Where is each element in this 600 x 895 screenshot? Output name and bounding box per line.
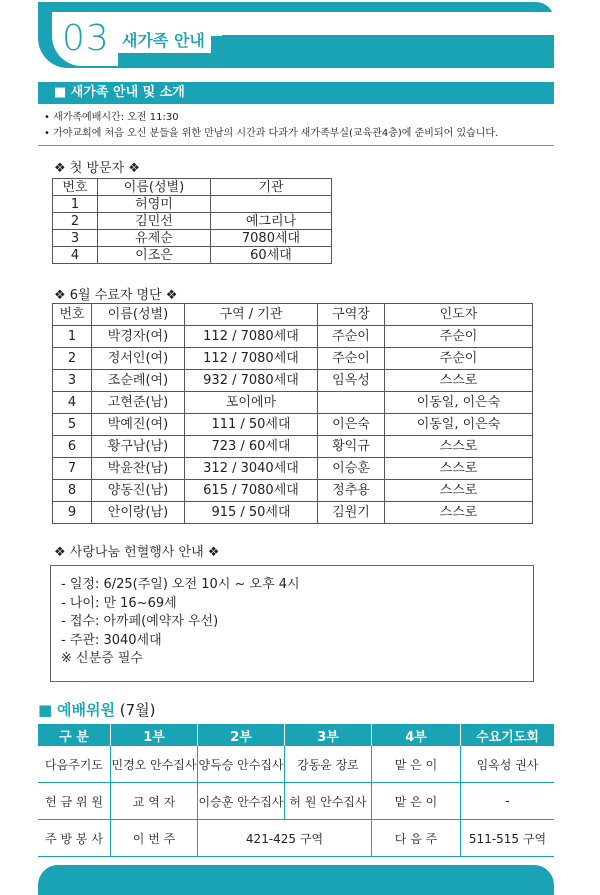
table-cell: 스스로 [385, 458, 533, 480]
table-row [53, 213, 332, 230]
first-visitors-heading: ❖ 첫 방문자 ❖ [54, 161, 140, 176]
column-header: 번호 [53, 179, 98, 196]
table-cell: 김민선 [98, 213, 211, 230]
table-cell: 박경자(여) [92, 326, 185, 348]
table-cell: 3 [53, 370, 92, 392]
table-cell: 615 / 7080세대 [185, 480, 318, 502]
blood-drive-line: - 일정: 6/25(주일) 오전 10시 ~ 오후 4시 [61, 577, 300, 592]
table-cell: 스스로 [385, 502, 533, 524]
table-cell: 다 음 주 [372, 820, 461, 857]
table-cell [318, 392, 385, 414]
table-cell: 헌 금 위 원 [38, 783, 111, 820]
table-cell: 1 [53, 196, 98, 213]
column-header: 이름(성별) [98, 179, 211, 196]
table-row [53, 370, 533, 392]
table-cell: 조순례(여) [92, 370, 185, 392]
table-cell: 교 역 자 [111, 783, 198, 820]
table-cell: 주순이 [318, 326, 385, 348]
intro-bullets [44, 110, 498, 142]
table-header-row [38, 724, 554, 746]
table-cell: 양동진(남) [92, 480, 185, 502]
table-cell: 민경오 안수집사 [111, 746, 198, 783]
table-cell: 112 / 7080세대 [185, 326, 318, 348]
table-row [53, 414, 533, 436]
table-cell: 2 [53, 213, 98, 230]
table-cell: 주순이 [385, 326, 533, 348]
column-header: 인도자 [385, 304, 533, 326]
table-row [53, 196, 332, 213]
table-row [53, 230, 332, 247]
table-cell: 9 [53, 502, 92, 524]
blood-drive-line: - 접수: 아까페(예약자 우선) [61, 614, 219, 629]
column-header: 구 분 [38, 724, 111, 746]
table-cell: 허 원 안수집사 [285, 783, 372, 820]
table-cell: 111 / 50세대 [185, 414, 318, 436]
table-cell: 스스로 [385, 370, 533, 392]
table-cell: 박예진(여) [92, 414, 185, 436]
table-header-row [53, 304, 533, 326]
table-cell: 4 [53, 247, 98, 264]
table-cell: 이승훈 안수집사 [198, 783, 285, 820]
table-cell: 황익규 [318, 436, 385, 458]
table-cell: 6 [53, 436, 92, 458]
table-cell: 이조은 [98, 247, 211, 264]
intro-bullet: • 새가족예배시간: 오전 11:30 [44, 112, 179, 123]
table-row [53, 502, 533, 524]
blood-drive-heading: ❖ 사랑나눔 헌혈행사 안내 ❖ [54, 545, 220, 560]
table-cell: 허영미 [98, 196, 211, 213]
page-title: 새가족 안내 [118, 27, 211, 53]
table-cell: 포이에마 [185, 392, 318, 414]
table-row [38, 746, 554, 783]
table-cell: 421-425 구역 [198, 820, 372, 857]
table-cell: 주 방 봉 사 [38, 820, 111, 857]
worship-committee-title [38, 699, 155, 720]
table-cell: 7 [53, 458, 92, 480]
table-row [38, 820, 554, 857]
table-cell: 8 [53, 480, 92, 502]
column-header: 구역 / 기관 [185, 304, 318, 326]
intro-bullet: • 가야교회에 처음 오신 분들을 위한 만남의 시간과 다과가 새가족부실(교육관4층)에 준비되어 있습니다. [44, 128, 499, 139]
table-cell: 이 번 주 [111, 820, 198, 857]
table-cell: 312 / 3040세대 [185, 458, 318, 480]
table-cell [211, 196, 332, 213]
table-cell: 60세대 [211, 247, 332, 264]
table-cell: 511-515 구역 [461, 820, 555, 857]
blood-drive-box [50, 565, 534, 682]
column-header: 구역장 [318, 304, 385, 326]
table-row [53, 480, 533, 502]
table-cell: 주순이 [318, 348, 385, 370]
section-number: 03 [62, 18, 110, 59]
intro-section-bar: ■ 새가족 안내 및 소개 [38, 82, 554, 104]
table-cell: 양득승 안수집사 [198, 746, 285, 783]
table-row [38, 783, 554, 820]
column-header: 수요기도회 [461, 724, 555, 746]
table-cell: 이동일, 이은숙 [385, 392, 533, 414]
blood-drive-line: - 나이: 만 16~69세 [61, 595, 177, 611]
table-cell: 112 / 7080세대 [185, 348, 318, 370]
table-cell: 915 / 50세대 [185, 502, 318, 524]
table-row [53, 458, 533, 480]
first-visitors-table [52, 178, 332, 264]
worship-committee-table [38, 724, 554, 857]
header-ribbon [222, 35, 554, 68]
table-row [53, 392, 533, 414]
table-header-row [53, 179, 332, 196]
worship-committee-label: 예배위원 [56, 701, 115, 719]
table-cell: 2 [53, 348, 92, 370]
worship-committee-month: (7월) [119, 701, 156, 719]
table-row [53, 326, 533, 348]
table-cell: 유제순 [98, 230, 211, 247]
table-cell: 1 [53, 326, 92, 348]
table-cell: 임옥성 [318, 370, 385, 392]
table-cell: 3 [53, 230, 98, 247]
table-cell: - [461, 783, 555, 820]
table-cell: 스스로 [385, 480, 533, 502]
table-cell: 932 / 7080세대 [185, 370, 318, 392]
table-cell: 이승훈 [318, 458, 385, 480]
table-row [53, 436, 533, 458]
blood-drive-line: ※ 신분증 필수 [61, 651, 143, 666]
table-cell: 5 [53, 414, 92, 436]
table-cell: 정추용 [318, 480, 385, 502]
column-header: 3부 [285, 724, 372, 746]
table-row [53, 348, 533, 370]
table-cell: 고현준(남) [92, 392, 185, 414]
table-cell: 맡 은 이 [372, 746, 461, 783]
table-row [53, 247, 332, 264]
table-cell: 7080세대 [211, 230, 332, 247]
table-cell: 스스로 [385, 436, 533, 458]
column-header: 4부 [372, 724, 461, 746]
table-cell: 김원기 [318, 502, 385, 524]
table-cell: 황구남(남) [92, 436, 185, 458]
graduates-table [52, 303, 533, 524]
table-cell: 박윤찬(남) [92, 458, 185, 480]
table-cell: 맡 은 이 [372, 783, 461, 820]
table-cell: 이동일, 이은숙 [385, 414, 533, 436]
table-cell: 다음주기도 [38, 746, 111, 783]
table-cell: 임옥성 권사 [461, 746, 555, 783]
table-cell: 이은숙 [318, 414, 385, 436]
divider [38, 145, 554, 146]
table-cell: 주순이 [385, 348, 533, 370]
graduates-heading: ❖ 6월 수료자 명단 ❖ [54, 288, 178, 303]
column-header: 기관 [211, 179, 332, 196]
column-header: 1부 [111, 724, 198, 746]
table-cell: 정서인(여) [92, 348, 185, 370]
table-cell: 4 [53, 392, 92, 414]
blood-drive-line: - 주관: 3040세대 [61, 632, 162, 648]
column-header: 이름(성별) [92, 304, 185, 326]
table-cell: 예그리나 [211, 213, 332, 230]
column-header: 2부 [198, 724, 285, 746]
table-cell: 강동윤 장로 [285, 746, 372, 783]
table-cell: 안이랑(남) [92, 502, 185, 524]
column-header: 번호 [53, 304, 92, 326]
square-icon: ■ [38, 701, 53, 719]
table-cell: 723 / 60세대 [185, 436, 318, 458]
footer-band [38, 865, 554, 895]
